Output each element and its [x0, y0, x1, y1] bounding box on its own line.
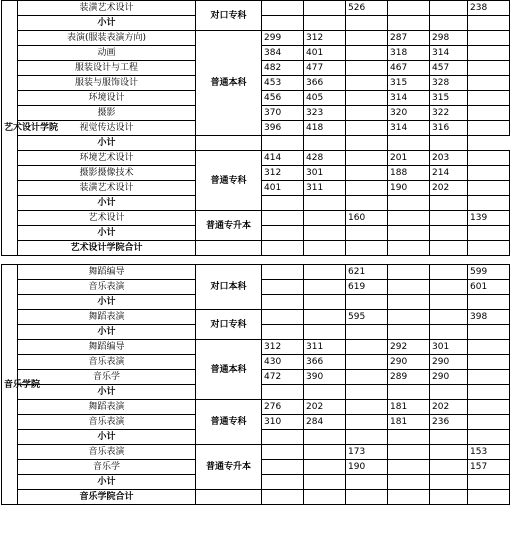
table-row [2, 151, 510, 166]
score-cell: 453 [262, 76, 304, 91]
score-cell: 619 [346, 280, 388, 295]
score-cell [304, 265, 346, 280]
score-cell [388, 241, 430, 256]
score-cell [262, 1, 304, 16]
score-cell [468, 181, 510, 196]
major-name: 音乐表演 [18, 280, 196, 295]
score-cell: 202 [430, 181, 468, 196]
major-name: 装潢艺术设计 [18, 1, 196, 16]
score-cell: 276 [262, 400, 304, 415]
major-name: 舞蹈编导 [18, 340, 196, 355]
major-name: 音乐表演 [18, 355, 196, 370]
score-cell [388, 445, 430, 460]
score-cell [468, 400, 510, 415]
score-cell: 599 [468, 265, 510, 280]
score-cell [304, 385, 346, 400]
score-cell: 312 [262, 340, 304, 355]
score-cell [346, 355, 388, 370]
score-cell [388, 1, 430, 16]
score-cell [430, 310, 468, 325]
score-cell [262, 310, 304, 325]
score-cell [468, 76, 510, 91]
score-cell [346, 430, 388, 445]
score-cell [430, 241, 468, 256]
score-cell: 621 [346, 265, 388, 280]
score-table [1, 0, 510, 505]
score-cell [468, 490, 510, 505]
college-name [2, 1, 59, 256]
score-cell [430, 430, 468, 445]
score-cell [262, 325, 304, 340]
score-cell [430, 325, 468, 340]
score-cell: 601 [468, 280, 510, 295]
score-cell [388, 16, 430, 31]
score-cell: 188 [388, 166, 430, 181]
major-name: 服装设计与工程 [18, 61, 196, 76]
score-cell [262, 385, 304, 400]
table-row [2, 241, 510, 256]
score-cell [346, 340, 388, 355]
score-cell [304, 325, 346, 340]
score-cell: 153 [468, 445, 510, 460]
score-cell [468, 325, 510, 340]
level-name: 对口专科 [196, 310, 262, 340]
score-cell [468, 151, 510, 166]
score-cell [262, 136, 304, 151]
score-cell: 299 [262, 31, 304, 46]
score-cell: 284 [304, 415, 346, 430]
table-row [2, 136, 510, 151]
score-cell [468, 91, 510, 106]
table-row [2, 1, 510, 16]
score-cell [304, 211, 346, 226]
score-cell [262, 445, 304, 460]
score-cell [468, 121, 510, 136]
score-cell [304, 295, 346, 310]
score-cell [388, 136, 430, 151]
score-cell [388, 265, 430, 280]
subtotal-label: 小计 [18, 16, 196, 31]
score-cell [346, 136, 388, 151]
score-cell: 482 [262, 61, 304, 76]
score-cell: 311 [304, 181, 346, 196]
level-name: 普通专升本 [196, 445, 262, 490]
score-cell: 323 [304, 106, 346, 121]
major-name: 音乐表演 [18, 445, 196, 460]
level-name: 对口本科 [196, 265, 262, 310]
score-cell: 405 [304, 91, 346, 106]
score-cell: 203 [430, 151, 468, 166]
table-row [2, 31, 510, 46]
score-cell [262, 280, 304, 295]
score-cell [388, 295, 430, 310]
empty-cell [196, 490, 262, 505]
empty-cell [196, 241, 262, 256]
score-cell: 157 [468, 460, 510, 475]
score-cell: 236 [430, 415, 468, 430]
score-cell [346, 181, 388, 196]
score-cell: 290 [430, 370, 468, 385]
score-cell: 457 [430, 61, 468, 76]
score-cell [346, 106, 388, 121]
score-cell: 384 [262, 46, 304, 61]
score-cell [304, 430, 346, 445]
score-cell [388, 310, 430, 325]
score-cell [430, 211, 468, 226]
score-cell [346, 475, 388, 490]
table-row [2, 490, 510, 505]
score-cell: 289 [388, 370, 430, 385]
score-cell [304, 241, 346, 256]
score-cell: 292 [388, 340, 430, 355]
score-cell [304, 445, 346, 460]
score-cell: 201 [388, 151, 430, 166]
major-name: 装潢艺术设计 [18, 181, 196, 196]
score-cell: 595 [346, 310, 388, 325]
score-cell: 190 [388, 181, 430, 196]
score-cell [346, 241, 388, 256]
score-cell [468, 355, 510, 370]
score-cell: 414 [262, 151, 304, 166]
table-row [2, 310, 510, 325]
major-name: 音乐表演 [18, 415, 196, 430]
subtotal-label: 小计 [18, 136, 196, 151]
score-cell [304, 490, 346, 505]
score-cell: 322 [430, 106, 468, 121]
major-name: 视觉传达设计 [18, 121, 196, 136]
score-cell: 396 [262, 121, 304, 136]
subtotal-label: 小计 [18, 475, 196, 490]
section-separator [2, 256, 510, 265]
major-name: 环境艺术设计 [18, 151, 196, 166]
score-cell [388, 475, 430, 490]
score-cell: 428 [304, 151, 346, 166]
major-name: 舞蹈表演 [18, 310, 196, 325]
score-cell [346, 16, 388, 31]
score-cell [468, 241, 510, 256]
score-cell [388, 211, 430, 226]
college-label: 音乐学院 [4, 379, 41, 390]
score-cell [304, 226, 346, 241]
score-cell: 290 [430, 355, 468, 370]
score-cell: 328 [430, 76, 468, 91]
score-cell: 316 [430, 121, 468, 136]
level-name: 普通专升本 [196, 211, 262, 241]
score-cell: 214 [430, 166, 468, 181]
score-cell [346, 490, 388, 505]
score-cell [468, 16, 510, 31]
score-cell: 318 [388, 46, 430, 61]
score-cell [346, 370, 388, 385]
score-cell [346, 61, 388, 76]
major-name: 音乐学 [18, 370, 196, 385]
score-cell [468, 166, 510, 181]
score-cell: 366 [304, 355, 346, 370]
subtotal-label: 小计 [18, 295, 196, 310]
score-cell [304, 1, 346, 16]
score-cell [468, 415, 510, 430]
score-cell [262, 196, 304, 211]
score-cell: 390 [304, 370, 346, 385]
score-cell [430, 490, 468, 505]
major-name: 摄影摄像技术 [18, 166, 196, 181]
score-cell: 202 [304, 400, 346, 415]
score-cell [262, 211, 304, 226]
score-cell: 477 [304, 61, 346, 76]
score-cell: 314 [430, 46, 468, 61]
score-cell: 315 [388, 76, 430, 91]
score-cell [468, 340, 510, 355]
score-cell [388, 226, 430, 241]
score-cell [304, 280, 346, 295]
major-name: 环境设计 [18, 91, 196, 106]
score-cell: 320 [388, 106, 430, 121]
score-cell: 139 [468, 211, 510, 226]
score-cell [430, 295, 468, 310]
score-cell [468, 226, 510, 241]
score-cell: 526 [346, 1, 388, 16]
score-cell: 370 [262, 106, 304, 121]
level-name: 普通本科 [196, 31, 262, 136]
score-cell [468, 370, 510, 385]
score-cell [346, 31, 388, 46]
score-cell [304, 310, 346, 325]
score-cell: 398 [468, 310, 510, 325]
score-cell [346, 121, 388, 136]
level-name: 普通本科 [196, 340, 262, 400]
score-cell [468, 385, 510, 400]
score-cell [346, 400, 388, 415]
score-cell [388, 325, 430, 340]
score-cell: 418 [304, 121, 346, 136]
score-cell [468, 475, 510, 490]
score-cell [304, 475, 346, 490]
table-row [2, 400, 510, 415]
major-name: 舞蹈表演 [18, 400, 196, 415]
subtotal-label: 小计 [18, 226, 196, 241]
score-cell [430, 460, 468, 475]
score-cell [262, 295, 304, 310]
score-cell [262, 430, 304, 445]
score-cell [346, 385, 388, 400]
score-cell [346, 76, 388, 91]
score-cell [346, 295, 388, 310]
score-cell [430, 445, 468, 460]
score-cell [346, 151, 388, 166]
score-cell [468, 430, 510, 445]
college-label: 艺术设计学院 [4, 123, 59, 133]
score-cell [430, 1, 468, 16]
score-cell [346, 415, 388, 430]
score-cell [430, 136, 468, 151]
score-cell [468, 196, 510, 211]
major-name: 摄影 [18, 106, 196, 121]
major-name: 艺术设计 [18, 211, 196, 226]
subtotal-label: 小计 [18, 196, 196, 211]
score-cell: 181 [388, 415, 430, 430]
college-name [2, 265, 41, 505]
score-cell: 312 [304, 31, 346, 46]
major-name: 音乐学 [18, 460, 196, 475]
major-name: 舞蹈编导 [18, 265, 196, 280]
score-cell [346, 91, 388, 106]
college-total-label: 音乐学院合计 [18, 490, 196, 505]
score-cell [262, 16, 304, 31]
table-row [2, 445, 510, 460]
score-cell: 401 [262, 181, 304, 196]
table-row [2, 265, 510, 280]
score-cell [468, 61, 510, 76]
score-cell [196, 136, 262, 151]
score-cell: 472 [262, 370, 304, 385]
score-cell [388, 196, 430, 211]
score-cell: 181 [388, 400, 430, 415]
score-cell [388, 385, 430, 400]
score-cell: 315 [430, 91, 468, 106]
score-cell: 312 [262, 166, 304, 181]
score-cell [468, 31, 510, 46]
major-name: 动画 [18, 46, 196, 61]
major-name: 服装与服饰设计 [18, 76, 196, 91]
score-cell: 202 [430, 400, 468, 415]
score-cell: 456 [262, 91, 304, 106]
score-cell: 160 [346, 211, 388, 226]
score-cell: 173 [346, 445, 388, 460]
score-cell [304, 16, 346, 31]
score-cell [430, 16, 468, 31]
score-cell [430, 385, 468, 400]
score-cell [430, 475, 468, 490]
table-row [2, 211, 510, 226]
score-cell: 430 [262, 355, 304, 370]
level-name: 普通专科 [196, 151, 262, 211]
level-name: 对口专科 [196, 1, 262, 31]
score-cell: 314 [388, 91, 430, 106]
table-row [2, 340, 510, 355]
score-cell [430, 280, 468, 295]
score-cell: 298 [430, 31, 468, 46]
score-cell: 310 [262, 415, 304, 430]
score-cell [262, 475, 304, 490]
score-cell [468, 46, 510, 61]
score-cell: 301 [304, 166, 346, 181]
subtotal-label: 小计 [18, 325, 196, 340]
subtotal-label: 小计 [18, 430, 196, 445]
score-cell: 467 [388, 61, 430, 76]
score-cell [346, 166, 388, 181]
score-cell: 401 [304, 46, 346, 61]
score-cell [304, 460, 346, 475]
major-name: 表演(服装表演方向) [18, 31, 196, 46]
score-cell: 314 [388, 121, 430, 136]
score-cell [262, 226, 304, 241]
score-cell [468, 295, 510, 310]
college-total-label: 艺术设计学院合计 [18, 241, 196, 256]
score-cell [304, 136, 346, 151]
score-cell: 301 [430, 340, 468, 355]
subtotal-label: 小计 [18, 385, 196, 400]
score-cell [346, 196, 388, 211]
score-cell [430, 265, 468, 280]
score-cell [262, 241, 304, 256]
score-cell [388, 490, 430, 505]
score-cell [388, 280, 430, 295]
score-cell: 238 [468, 1, 510, 16]
score-cell [262, 460, 304, 475]
score-cell [468, 106, 510, 121]
score-cell [262, 490, 304, 505]
score-cell [430, 226, 468, 241]
score-cell [262, 265, 304, 280]
score-cell: 366 [304, 76, 346, 91]
score-cell: 311 [304, 340, 346, 355]
score-cell [304, 196, 346, 211]
score-cell [388, 430, 430, 445]
score-cell: 287 [388, 31, 430, 46]
score-cell [346, 325, 388, 340]
score-cell: 190 [346, 460, 388, 475]
score-cell [388, 460, 430, 475]
score-cell [346, 46, 388, 61]
level-name: 普通专科 [196, 400, 262, 445]
score-cell: 290 [388, 355, 430, 370]
score-cell [430, 196, 468, 211]
score-cell [346, 226, 388, 241]
